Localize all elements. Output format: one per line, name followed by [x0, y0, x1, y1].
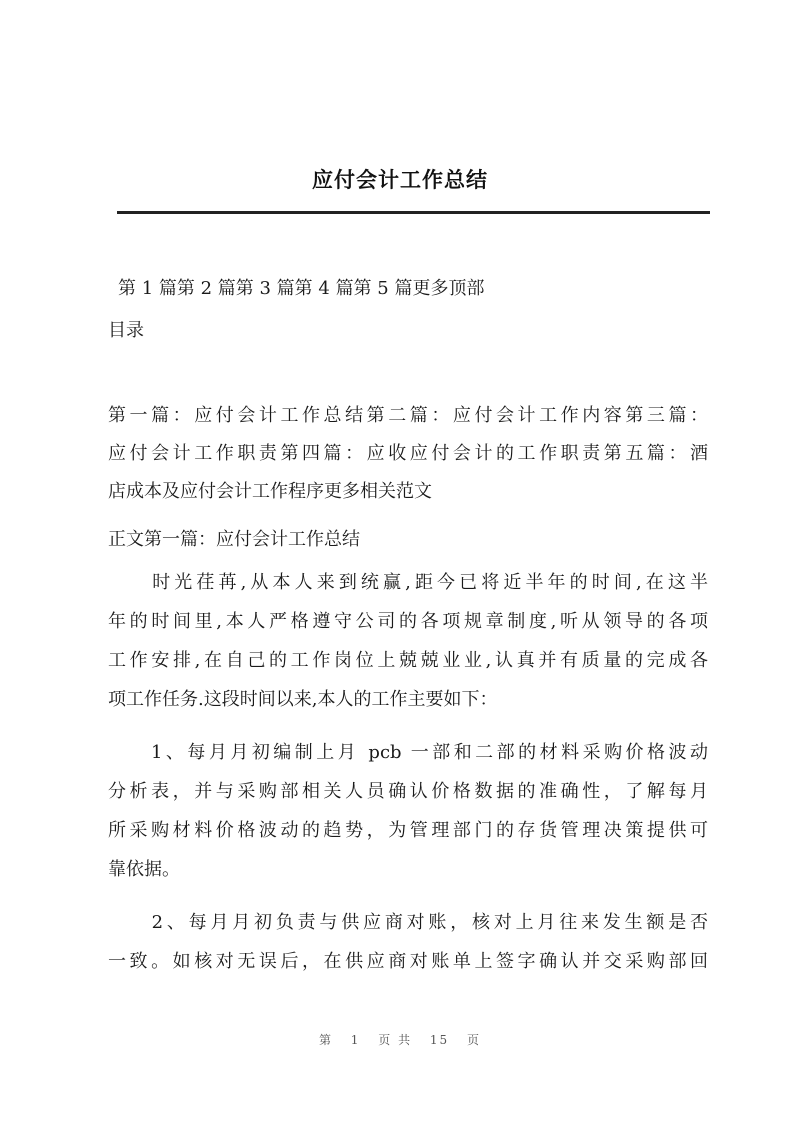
- paragraph-line: 年的时间里,本人严格遵守公司的各项规章制度,听从领导的各项: [108, 611, 708, 632]
- paragraph-line: 1、每月月初编制上月 pcb 一部和二部的材料采购价格波动: [108, 742, 708, 763]
- footer-prefix: 第: [318, 1033, 333, 1047]
- paragraph-line: 项工作任务.这段时间以来,本人的工作主要如下：: [108, 689, 498, 710]
- paragraph-line: 2、每月月初负责与供应商对账，核对上月往来发生额是否: [108, 912, 708, 933]
- title-divider: [117, 211, 710, 214]
- page-footer: [0, 1031, 800, 1048]
- section-nav-links[interactable]: 第 1 篇第 2 篇第 3 篇第 4 篇第 5 篇更多顶部: [118, 278, 485, 299]
- toc-line[interactable]: 店成本及应付会计工作程序更多相关范文: [108, 481, 432, 502]
- paragraph-line: 分析表，并与采购部相关人员确认价格数据的准确性，了解每月: [108, 781, 708, 802]
- footer-total-pages: 15: [429, 1033, 450, 1047]
- paragraph-line: 靠依据。: [108, 859, 180, 880]
- footer-suffix: 页: [467, 1033, 482, 1047]
- paragraph-line: 工作安排,在自己的工作岗位上兢兢业业,认真并有质量的完成各: [108, 650, 708, 671]
- footer-page-number: 1: [350, 1033, 361, 1047]
- document-title: 应付会计工作总结: [312, 168, 488, 192]
- paragraph-line: 时光荏苒,从本人来到统赢,距今已将近半年的时间,在这半: [108, 572, 708, 593]
- body-heading: 正文第一篇：应付会计工作总结: [108, 529, 360, 550]
- paragraph-line: 一致。如核对无误后，在供应商对账单上签字确认并交采购部回: [108, 951, 708, 972]
- toc-line[interactable]: 第一篇：应付会计工作总结第二篇：应付会计工作内容第三篇：: [108, 405, 708, 426]
- toc-line[interactable]: 应付会计工作职责第四篇：应收应付会计的工作职责第五篇：酒: [108, 443, 708, 464]
- footer-middle: 页 共: [378, 1033, 413, 1047]
- paragraph-line: 所采购材料价格波动的趋势，为管理部门的存货管理决策提供可: [108, 820, 708, 841]
- toc-heading: 目录: [108, 320, 144, 341]
